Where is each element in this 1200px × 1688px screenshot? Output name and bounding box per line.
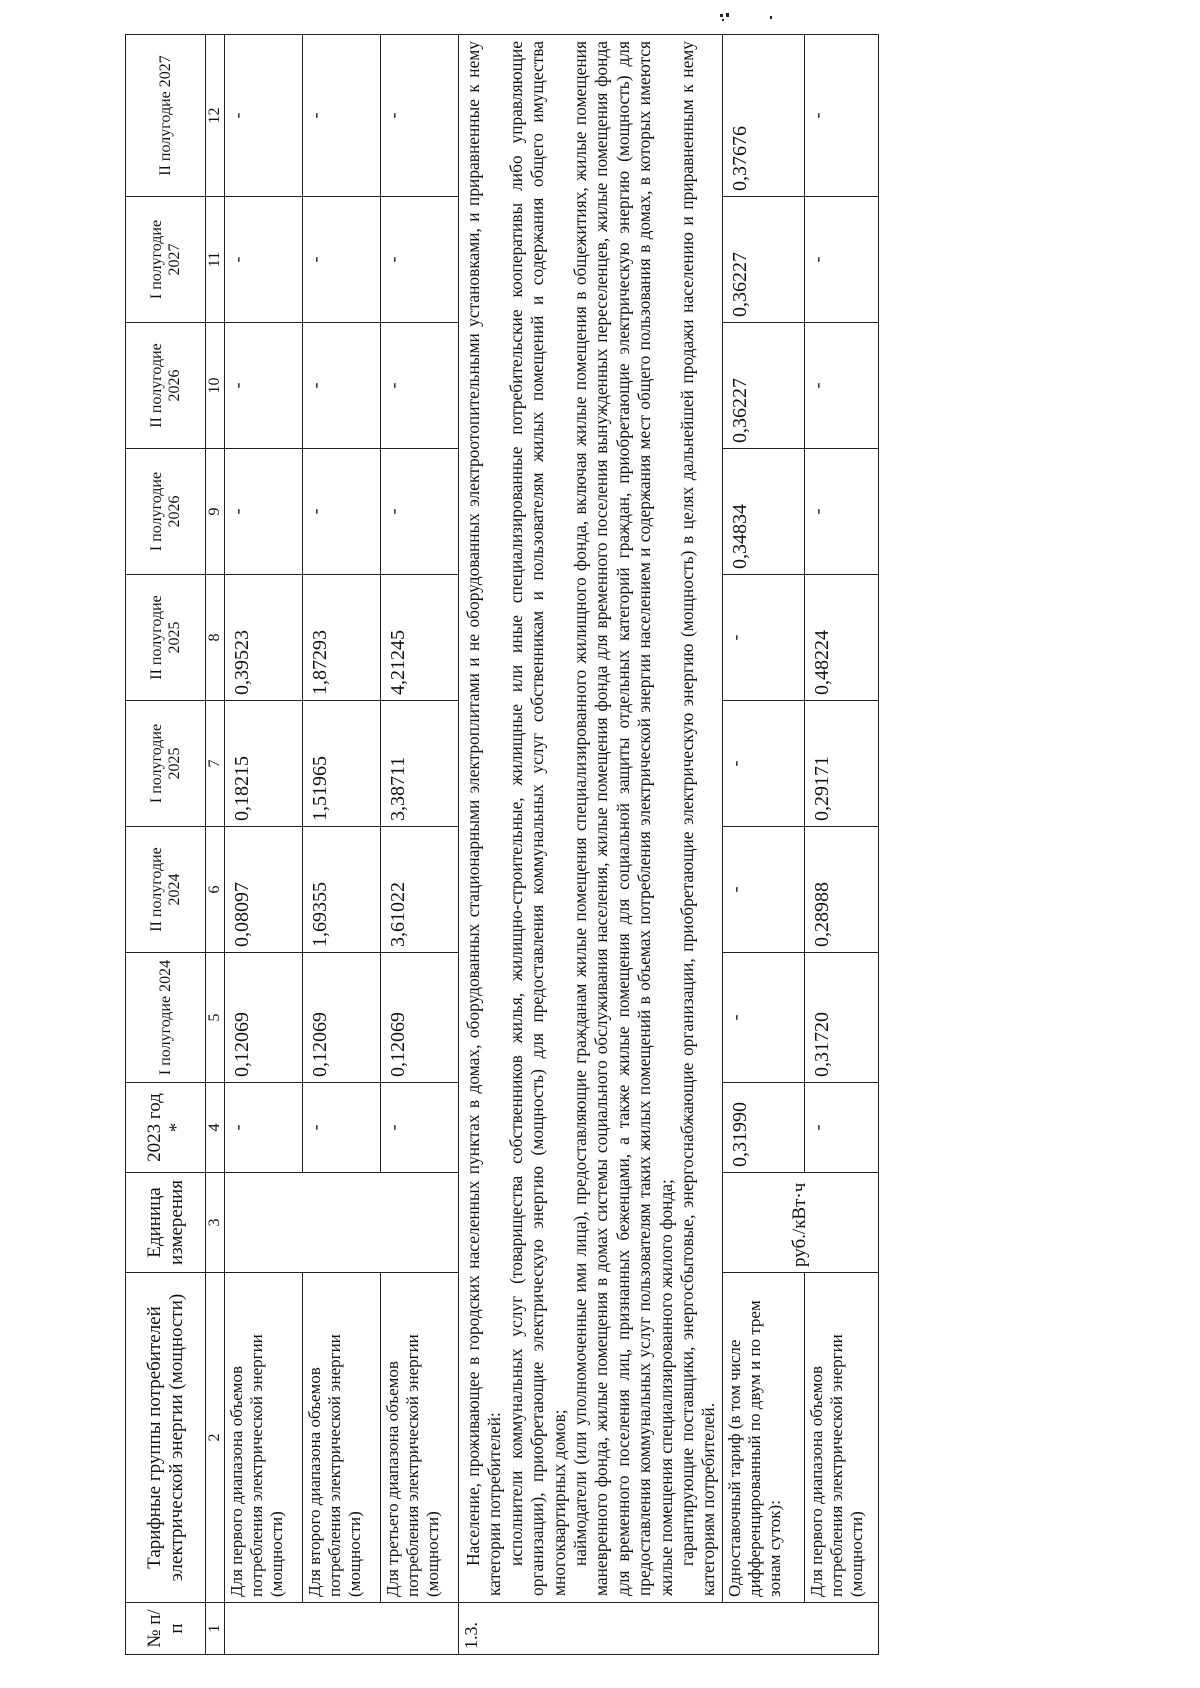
header-h1-2024: I полугодие 2024 xyxy=(126,953,206,1083)
section-paragraph: исполнители коммунальных услуг (товарищества собственников жилья, жилищно-строительные, жилищные или иные специализированные потребительские кооперативы либо управляющие организации), приобретающие электрическую энергию (мощность) для предоставления коммунальных услуг собственникам и пользователям жилых помещений и содержания общего имущества многоквартирных домов; xyxy=(505,41,569,1596)
tariff-value: 0,29171 xyxy=(804,701,878,827)
tariff-value: - xyxy=(381,197,459,323)
section-row xyxy=(459,35,723,1655)
tariff-value: 1,87293 xyxy=(303,575,381,701)
column-number: 1 xyxy=(206,1603,225,1655)
tariff-value: 0,12069 xyxy=(303,953,381,1083)
tariff-value: - xyxy=(225,1083,303,1173)
column-number: 10 xyxy=(206,323,225,449)
tariff-value: 0,36227 xyxy=(722,323,804,449)
header-row xyxy=(126,35,206,1655)
tariff-table xyxy=(125,34,879,1655)
tariff-value: 0,31720 xyxy=(804,953,878,1083)
column-number: 4 xyxy=(206,1083,225,1173)
column-number: 3 xyxy=(206,1173,225,1273)
tariff-value: - xyxy=(225,323,303,449)
tariff-group-name: Для первого диапазона объемов потребления электрической энергии (мощности) xyxy=(804,1273,878,1603)
header-h2-2025: II полугодие 2025 xyxy=(126,575,206,701)
column-number: 8 xyxy=(206,575,225,701)
header-2023: 2023 год * xyxy=(126,1083,206,1173)
tariff-value: 0,37676 xyxy=(722,35,804,197)
tariff-value: - xyxy=(303,449,381,575)
tariff-value: - xyxy=(804,323,878,449)
header-h2-2027: II полугодие 2027 xyxy=(126,35,206,197)
column-number: 5 xyxy=(206,953,225,1083)
tariff-group-name: Одноставочный тариф (в том числе дифференцированный по двум и по трем зонам суток): xyxy=(722,1273,804,1603)
section-number: 1.3. xyxy=(459,1603,879,1655)
tariff-value: 0,31990 xyxy=(722,1083,804,1173)
tariff-value: - xyxy=(804,1083,878,1173)
table-row xyxy=(225,35,303,1655)
section-paragraph: Население, проживающее в городских населенных пунктах в домах, оборудованных стационарными электроплитами и не оборудованных электроотопительными установками, и приравненные к нему категории потребителей: xyxy=(463,41,505,1596)
tariff-value: 4,21245 xyxy=(381,575,459,701)
scan-marks xyxy=(718,12,778,22)
tariff-value: 0,08097 xyxy=(225,827,303,953)
tariff-value: 0,39523 xyxy=(225,575,303,701)
section-paragraph: гарантирующие поставщики, энергосбытовые, энергоснабжающие организации, приобретающие электрическую энергию (мощность) в целях дальнейшей продажи населению и приравненным к нему категориям потребителей. xyxy=(677,41,719,1596)
rotated-table-page xyxy=(125,35,1077,1655)
section-paragraph: наймодатели (или уполномоченные ими лица), предоставляющие гражданам жилые помещения специализированного жилищного фонда, включая жилые помещения в общежитиях, жилые помещения маневренного фонда, жилые помещения в домах системы социального обслуживания населения, жилые помещения фонда для временного поселения вынужденных переселенцев, жилые помещения фонда для временного поселения лиц, признанных беженцами, а также жилые помещения для социальной защиты отдельных категорий граждан, приобретающие электрическую энергию (мощность) для предоставления коммунальных услуг пользователям таких жилых помещений в объемах потребления электрической энергии населением и содержания мест общего пользования в домах, в которых имеются жилые помещения специализированного жилого фонда; xyxy=(570,41,676,1596)
header-unit: Единица измерения xyxy=(126,1173,206,1273)
tariff-value: - xyxy=(381,1083,459,1173)
column-number: 9 xyxy=(206,449,225,575)
tariff-value: - xyxy=(303,197,381,323)
header-h1-2025: I полугодие 2025 xyxy=(126,701,206,827)
tariff-group-name: Для первого диапазона объемов потребления электрической энергии (мощности) xyxy=(225,1273,303,1603)
tariff-value: 0,34834 xyxy=(722,449,804,575)
tariff-value: 0,36227 xyxy=(722,197,804,323)
row-number-blank xyxy=(225,1603,459,1655)
tariff-value: - xyxy=(225,449,303,575)
tariff-value: 1,51965 xyxy=(303,701,381,827)
table-row xyxy=(722,35,804,1655)
tariff-value: 3,61022 xyxy=(381,827,459,953)
tariff-value: 0,12069 xyxy=(381,953,459,1083)
tariff-value: 3,38711 xyxy=(381,701,459,827)
tariff-value: - xyxy=(225,197,303,323)
header-group: Тарифные группы потребителей электрической энергии (мощности) xyxy=(126,1273,206,1603)
tariff-value: 0,28988 xyxy=(804,827,878,953)
table-row xyxy=(381,35,459,1655)
tariff-group-name: Для третьего диапазона объемов потребления электрической энергии (мощности) xyxy=(381,1273,459,1603)
tariff-value: - xyxy=(722,827,804,953)
column-number: 7 xyxy=(206,701,225,827)
unit-label: руб./кВт·ч xyxy=(722,1173,878,1273)
column-number: 11 xyxy=(206,197,225,323)
column-number-row xyxy=(206,35,225,1655)
header-h1-2026: I полугодие 2026 xyxy=(126,449,206,575)
tariff-value: - xyxy=(381,35,459,197)
column-number: 6 xyxy=(206,827,225,953)
tariff-value: - xyxy=(722,575,804,701)
tariff-value: 0,48224 xyxy=(804,575,878,701)
tariff-value: - xyxy=(381,449,459,575)
column-number: 12 xyxy=(206,35,225,197)
tariff-value: - xyxy=(303,1083,381,1173)
tariff-value: - xyxy=(303,35,381,197)
tariff-value: - xyxy=(804,449,878,575)
table-row xyxy=(303,35,381,1655)
tariff-value: 0,12069 xyxy=(225,953,303,1083)
header-h2-2026: II полугодие 2026 xyxy=(126,323,206,449)
section-description xyxy=(459,35,723,1603)
tariff-value: - xyxy=(225,35,303,197)
tariff-value: - xyxy=(722,701,804,827)
header-no: № п/п xyxy=(126,1603,206,1655)
column-number: 2 xyxy=(206,1273,225,1603)
header-h2-2024: II полугодие 2024 xyxy=(126,827,206,953)
table-row xyxy=(804,35,878,1655)
tariff-value: - xyxy=(804,35,878,197)
tariff-group-name: Для второго диапазона объемов потребления электрической энергии (мощности) xyxy=(303,1273,381,1603)
tariff-value: - xyxy=(381,323,459,449)
tariff-value: 0,18215 xyxy=(225,701,303,827)
unit-cell-blank xyxy=(225,1173,459,1273)
tariff-value: - xyxy=(722,953,804,1083)
tariff-value: 1,69355 xyxy=(303,827,381,953)
tariff-value: - xyxy=(804,197,878,323)
tariff-value: - xyxy=(303,323,381,449)
header-h1-2027: I полугодие 2027 xyxy=(126,197,206,323)
